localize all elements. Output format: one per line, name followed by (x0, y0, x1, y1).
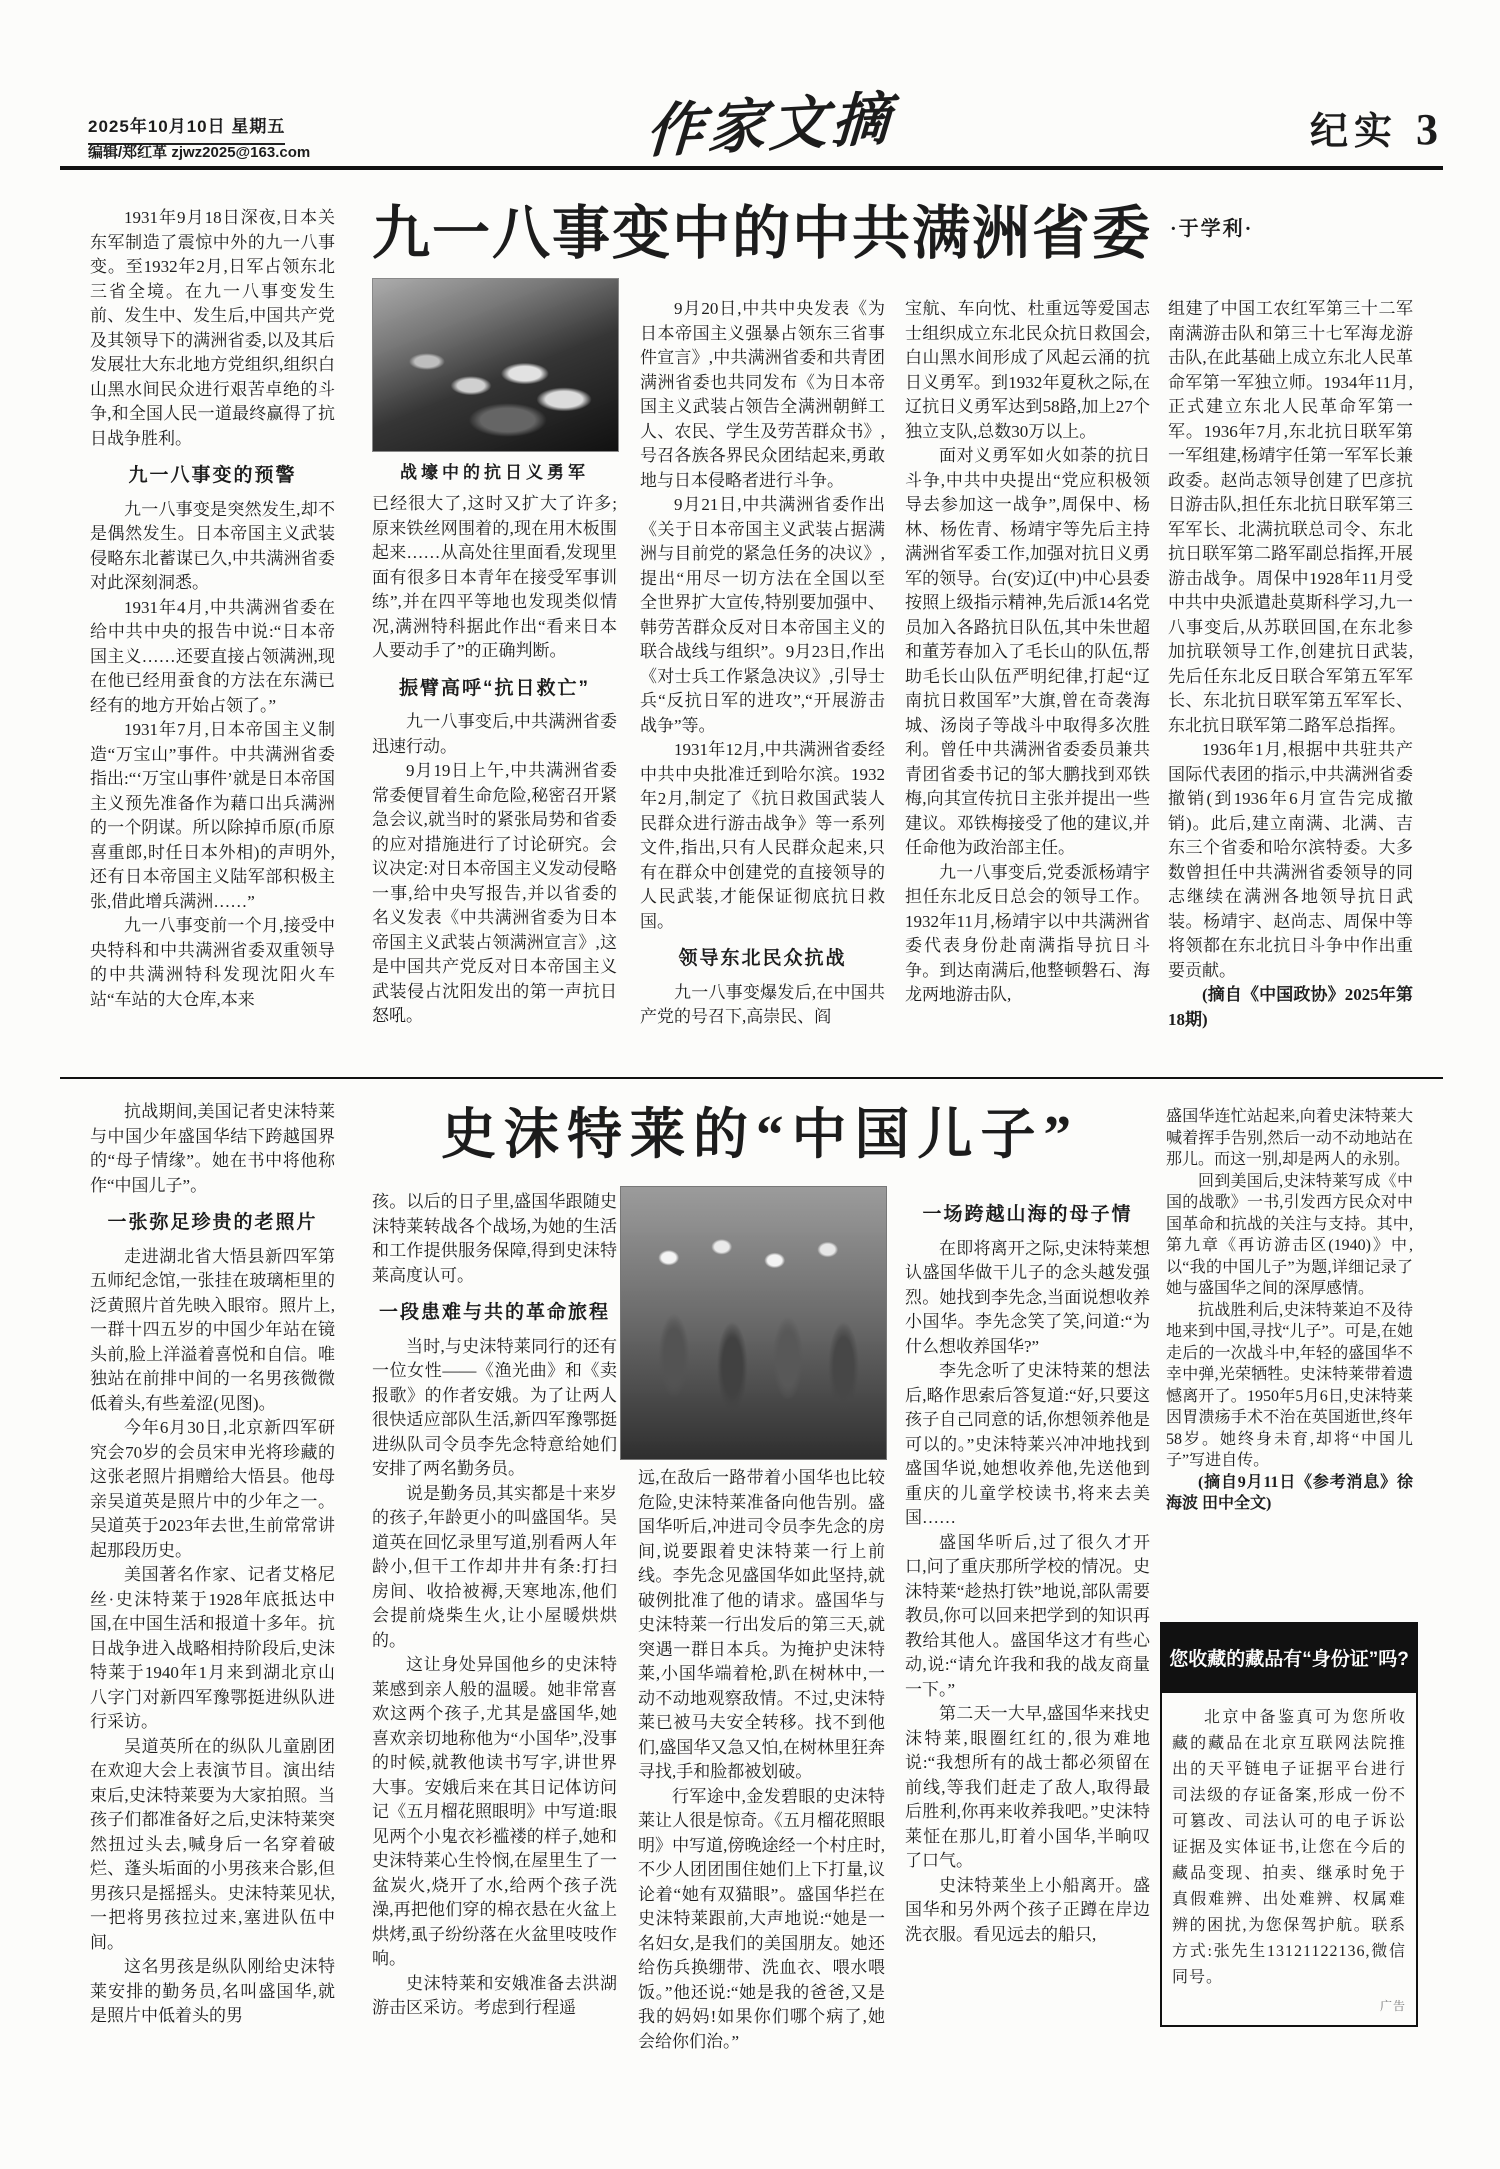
article1-headline-row (372, 186, 1442, 270)
body-paragraph: 远,在敌后一路带着小国华也比较危险,史沫特莱准备向他告别。盛国华听后,冲进司令员李先念的房间,说要跟着史沫特莱一行上前线。李先念见盛国华如此坚持,就破例批准了他的请求。盛国华与史沫特莱一行出发后的第三天,就突遇一群日本兵。为掩护史沫特莱,小国华端着枪,趴在树林中,一动不动地观察敌情。不过,史沫特莱已被马夫安全转移。找不到他们,盛国华又急又怕,在树林里狂奔寻找,手和脸都被划破。 (638, 1468, 885, 1781)
newspaper-masthead: 作家文摘 (644, 86, 896, 165)
article1-column-2 (372, 492, 617, 1070)
page-date: 2025年10月10日 星期五 (88, 112, 285, 145)
section-header: 领导东北民众抗战 (678, 948, 847, 969)
article2-column-1 (90, 1100, 335, 2092)
body-paragraph: 九一八事变后,党委派杨靖宇担任东北反日总会的领导工作。1932年11月,杨靖宇以中共满洲省委代表身份赴南满指导抗日斗争。到达南满后,他整顿磐石、海龙两地游击队, (905, 862, 1150, 1004)
body-paragraph: 抗战期间,美国记者史沫特莱与中国少年盛国华结下跨越国界的“母子情缘”。她在书中将他称作“中国儿子”。 (90, 1102, 335, 1195)
ad-label: 广告 (1379, 1999, 1406, 2013)
article2-title: 史沫特莱的“中国儿子” (440, 1104, 1079, 1165)
body-paragraph: 盛国华听后,过了很久才开口,问了重庆那所学校的情况。史沫特莱“趁热打铁”地说,部队需要教员,你可以回来把学到的知识再教给其他人。盛国华这才有些心动,说:“请允许我和我的战友商量一下。” (905, 1532, 1150, 1699)
body-paragraph: 九一八事变爆发后,在中国共产党的号召下,高崇民、阎 (640, 982, 885, 1026)
article1-photo-caption: 战壕中的抗日义勇军 (400, 463, 589, 482)
body-paragraph: (摘自9月11日《参考消息》徐海波 田中全文) (1166, 1473, 1413, 1512)
ad-body (1160, 1693, 1418, 2027)
article2-column-4 (905, 1190, 1150, 2092)
section-page (1310, 100, 1438, 155)
section-header: 一场跨越山海的母子情 (922, 1204, 1133, 1225)
body-paragraph: 第二天一大早,盛国华来找史沫特莱,眼圈红红的,很为难地说:“我想所有的战士都必须留在前线,等我们赶走了敌人,取得最后胜利,你再来收养我吧。”史沫特莱怔在那儿,盯着小国华,半晌叹了口气。 (905, 1704, 1150, 1870)
article1-headline: 九一八事变中的中共满洲省委 (372, 201, 1153, 266)
body-paragraph: 史沫特莱坐上小船离开。盛国华和另外两个孩子正蹲在岸边洗衣服。看见远去的船只, (905, 1875, 1150, 1944)
body-paragraph: 九一八事变后,中共满洲省委迅速行动。 (372, 712, 617, 756)
page-number: 3 (1416, 105, 1438, 154)
body-paragraph: (摘自《中国政协》2025年第18期) (1168, 985, 1413, 1029)
body-paragraph: 9月19日上午,中共满洲省委常委便冒着生命危险,秘密召开紧急会议,就当时的紧张局势和省委的应对措施进行了讨论研究。会议决定:对日本帝国主义发动侵略一事,给中央写报告,并以省委的名义发表《中共满洲省委为日本帝国主义武装占领满洲宣言》,这是中国共产党反对日本帝国主义武装侵占沈阳发出的第一声抗日怒吼。 (372, 761, 617, 1025)
body-paragraph: 九一八事变前一个月,接受中央特科和中共满洲省委双重领导的中共满洲特科发现沈阳火车站“车站的大仓库,本来 (90, 916, 335, 1009)
article1-photo (372, 278, 619, 452)
body-paragraph: 走进湖北省大悟县新四军第五师纪念馆,一张挂在玻璃柜里的泛黄照片首先映入眼帘。照片上,一群十四五岁的中国少年站在镜头前,脸上洋溢着喜悦和自信。唯独站在前排中间的一名男孩微微低着头,有些羞涩(见图)。 (90, 1246, 335, 1413)
section-header: 一张弥足珍贵的老照片 (107, 1212, 318, 1233)
body-paragraph: 李先念听了史沫特莱的想法后,略作思索后答复道:“好,只要这孩子自己同意的话,你想领养他是可以的。”史沫特莱兴冲冲地找到盛国华说,她想收养他,先送他到重庆的儿童学校读书,将来去美国…… (905, 1361, 1150, 1527)
article2-photo (620, 1186, 887, 1460)
article1-byline: ·于学利· (1170, 218, 1254, 240)
body-paragraph: 史沫特莱和安娥准备去洪湖游击区采访。考虑到行程遥 (372, 1973, 617, 2017)
editor-contact: 编辑/郑红革 zjwz2025@163.com (88, 144, 311, 161)
ad-text: 北京中备鉴真可为您所收藏的藏品在北京互联网法院推出的天平链电子证据平台进行司法级的存证备案,形成一份不可篡改、司法认可的电子诉讼证据及实体证书,让您在今后的藏品变现、拍卖、继承时免于真假难辨、出处难辨、权属难辨的困扰,为您保驾护航。联系方式:张先生13121122136,微信同号。 (1172, 1709, 1406, 1986)
body-paragraph: 吴道英所在的纵队儿童剧团在欢迎大会上表演节目。演出结束后,史沫特莱要为大家拍照。当孩子们都准备好之后,史沫特莱突然扭过头去,喊身后一名穿着破烂、蓬头垢面的小男孩来合影,但男孩只是摇摇头。史沫特莱见状,一把将男孩拉过来,塞进队伍中间。 (90, 1736, 335, 1952)
body-paragraph: 盛国华连忙站起来,向着史沫特莱大喊着挥手告别,然后一动不动地站在那儿。而这一别,却是两人的永别。 (1166, 1108, 1413, 1168)
article-divider-rule (60, 1077, 1443, 1079)
body-paragraph: 孩。以后的日子里,盛国华跟随史沫特莱转战各个战场,为她的生活和工作提供服务保障,得到史沫特莱高度认可。 (372, 1192, 617, 1285)
body-paragraph: 已经很大了,这时又扩大了许多;原来铁丝网围着的,现在用木板围起来……从高处往里面看,发现里面有很多日本青年在接受军事训练”,并在四平等地也发现类似情况,满洲特科据此作出“看来日本人要动手了”的正确判断。 (372, 494, 617, 660)
header-rule (60, 166, 1443, 170)
article1-column-3 (640, 297, 885, 1069)
section-name: 纪实 (1309, 111, 1398, 153)
body-paragraph: 1936年1月,根据中共驻共产国际代表团的指示,中共满洲省委撤销(到1936年6月宣告完成撤销)。此后,建立南满、北满、吉东三个省委和哈尔滨特委。大多数曾担任中共满洲省委领导的同志继续在满洲各地领导抗日武装。杨靖宇、赵尚志、周保中等将领都在东北抗日斗争中作出重要贡献。 (1168, 740, 1413, 980)
body-paragraph: 抗战胜利后,史沫特莱迫不及待地来到中国,寻找“儿子”。可是,在她走后的一次战斗中,年轻的盛国华不幸中弹,光荣牺牲。史沫特莱带着遗憾离开了。1950年5月6日,史沫特莱因胃溃疡手术不治在英国逝世,终年58岁。她终身未育,却将“中国儿子”写进自传。 (1166, 1301, 1413, 1469)
body-paragraph: 这让身处异国他乡的史沫特莱感到亲人般的温暖。她非常喜欢这两个孩子,尤其是盛国华,她喜欢亲切地称他为“小国华”,没事的时候,就教他读书写字,讲世界大事。安娥后来在其日记体访问记《五月榴花照眼明》中写道:眼见两个小鬼衣衫褴褛的样子,她和史沫特莱心生怜悯,在屋里生了一盆炭火,烧开了水,给两个孩子洗澡,再把他们穿的棉衣悬在火盆上烘烤,虱子纷纷落在火盆里吱吱作响。 (372, 1655, 617, 1968)
section-header: 九一八事变的预警 (128, 465, 297, 486)
article2-column-2 (372, 1190, 617, 2092)
section-header: 一段患难与共的革命旅程 (378, 1302, 610, 1323)
body-paragraph: 9月20日,中共中央发表《为日本帝国主义强暴占领东三省事件宣言》,中共满洲省委和共青团满洲省委也共同发布《为日本帝国主义武装占领告全满洲朝鲜工人、农民、学生及劳苦群众书》,号召各族各界民众团结起来,勇敢地与日本侵略者进行斗争。 (640, 299, 885, 490)
body-paragraph: 组建了中国工农红军第三十二军南满游击队和第三十七军海龙游击队,在此基础上成立东北人民革命军第一军独立师。1934年11月,正式建立东北人民革命军第一军。1936年7月,东北抗日联军第一军组建,杨靖宇任第一军军长兼政委。赵尚志领导创建了巴彦抗日游击队,担任东北抗日联军第三军军长、北满抗联总司令、东北抗日联军第二路军副总指挥,开展游击战争。周保中1928年11月受中共中央派遣赴莫斯科学习,九一八事变后,从苏联回国,在东北参加抗联领导工作,创建抗日武装,先后任东北反日联合军第五军军长、东北抗日联军第五军军长、东北抗日联军第二路军总指挥。 (1168, 299, 1413, 735)
body-paragraph: 1931年9月18日深夜,日本关东军制造了震惊中外的九一八事变。至1932年2月,日军占领东北三省全境。在九一八事变发生前、发生中、发生后,中国共产党及其领导下的满洲省委,以及其后发展壮大东北地方党组织,组织白山黑水间民众进行艰苦卓绝的斗争,和全国人民一道最终赢得了抗日战争胜利。 (90, 208, 335, 448)
body-paragraph: 行军途中,金发碧眼的史沫特莱让人很是惊奇。《五月榴花照眼明》中写道,傍晚途经一个村庄时,不少人团团围住她们上下打量,议论着“她有双猫眼”。盛国华拦在史沫特莱跟前,大声地说:“她是一名妇女,是我们的美国朋友。她还给伤兵换绷带、洗血衣、喂水喂饭。”他还说:“她是我的爸爸,又是我的妈妈!如果你们哪个病了,她会给你们治。” (638, 1786, 885, 2051)
body-paragraph: 说是勤务员,其实都是十来岁的孩子,年龄更小的叫盛国华。吴道英在回忆录里写道,别看两人年龄小,但干工作却井井有条:打扫房间、收拾被褥,天寒地冻,他们会提前烧柴生火,让小屋暖烘烘的。 (372, 1483, 617, 1650)
body-paragraph: 宝航、车向忱、杜重远等爱国志士组织成立东北民众抗日救国会,白山黑水间形成了风起云涌的抗日义勇军。到1932年夏秋之际,在辽抗日义勇军达到58路,加上27个独立支队,总数30万以上。 (905, 299, 1150, 441)
article1-column-1 (90, 206, 335, 1068)
body-paragraph: 1931年4月,中共满洲省委在给中共中央的报告中说:“日本帝国主义……还要直接占领满洲,现在他已经用蚕食的方法在东满已经有的地方开始占领了。” (90, 597, 335, 715)
ad-headline: 您收藏的藏品有“身份证”吗? (1160, 1622, 1418, 1693)
body-paragraph: 1931年12月,中共满洲省委经中共中央批准迁到哈尔滨。1932年2月,制定了《抗日救国武装人民群众进行游击战争》等一系列文件,指出,只有人民群众起来,只有在群众中创建党的直接领导的人民武装,才能保证彻底抗日救国。 (640, 740, 885, 931)
article1-column-4 (905, 297, 1150, 1069)
body-paragraph: 美国著名作家、记者艾格尼丝·史沫特莱于1928年底抵达中国,在中国生活和报道十多年。抗日战争进入战略相持阶段后,史沫特莱于1940年1月来到湖北京山八字门对新四军豫鄂挺进纵队进行采访。 (90, 1565, 335, 1731)
article2-column-5 (1166, 1106, 1413, 1618)
advertisement (1160, 1622, 1418, 2027)
body-paragraph: 9月21日,中共满洲省委作出《关于日本帝国主义武装占据满洲与目前党的紧急任务的决议》,提出“用尽一切方法在全国以至全世界扩大宣传,特别要加强中、韩劳苦群众反对日本帝国主义的联合战线与组织”。9月23日,作出《对士兵工作紧急决议》,引导士兵“反抗日军的进攻”,“开展游击战争”等。 (640, 495, 885, 735)
body-paragraph: 九一八事变是突然发生,却不是偶然发生。日本帝国主义武装侵略东北蓄谋已久,中共满洲省委对此深刻洞悉。 (90, 499, 335, 592)
article2-column-3 (638, 1466, 885, 2092)
body-paragraph: 面对义勇军如火如荼的抗日斗争,中共中央提出“党应积极领导去参加这一战争”,周保中、杨林、杨佐青、杨靖宇等先后主持满洲省军委工作,加强对抗日义勇军的领导。台(安)辽(中)中心县委按照上级指示精神,先后派14名党员加入各路抗日队伍,其中朱世超和董芳春加入了毛长山的队伍,帮助毛长山队伍严明纪律,打起“辽南抗日救国军”大旗,曾在奇袭海城、汤岗子等战斗中取得多次胜利。曾任中共满洲省委委员兼共青团省委书记的邹大鹏找到邓铁梅,向其宣传抗日主张并提出一些建议。邓铁梅接受了他的建议,并任命他为政治部主任。 (905, 446, 1150, 857)
body-paragraph: 当时,与史沫特莱同行的还有一位女性——《渔光曲》和《卖报歌》的作者安娥。为了让两人很快适应部队生活,新四军豫鄂挺进纵队司令员李先念特意给她们安排了两名勤务员。 (372, 1336, 617, 1478)
body-paragraph: 今年6月30日,北京新四军研究会70岁的会员宋申光将珍藏的这张老照片捐赠给大悟县。他母亲吴道英是照片中的少年之一。吴道英于2023年去世,生前常常讲起那段历史。 (90, 1418, 335, 1560)
body-paragraph: 回到美国后,史沫特莱写成《中国的战歌》一书,引发西方民众对中国革命和抗战的关注与支持。其中,第九章《再访游击区(1940)》中,以“我的中国儿子”为题,详细记录了她与盛国华之间的深厚感情。 (1166, 1172, 1413, 1297)
body-paragraph: 1931年7月,日本帝国主义制造“万宝山”事件。中共满洲省委指出:“‘万宝山事件’就是日本帝国主义预先准备作为藉口出兵满洲的一个阴谋。所以除掉币原(币原喜重郎,时任日本外相)的声明外,还有日本帝国主义陆军部积极主张,借此增兵满洲……” (90, 720, 335, 911)
body-paragraph: 在即将离开之际,史沫特莱想认盛国华做干儿子的念头越发强烈。她找到李先念,当面说想收养小国华。李先念笑了笑,问道:“为什么想收养国华?” (905, 1238, 1150, 1356)
body-paragraph: 这名男孩是纵队刚给史沫特莱安排的勤务员,名叫盛国华,就是照片中低着头的男 (90, 1957, 335, 2025)
article1-column-5 (1168, 297, 1413, 1069)
section-header: 振臂高呼“抗日救亡” (398, 677, 590, 699)
